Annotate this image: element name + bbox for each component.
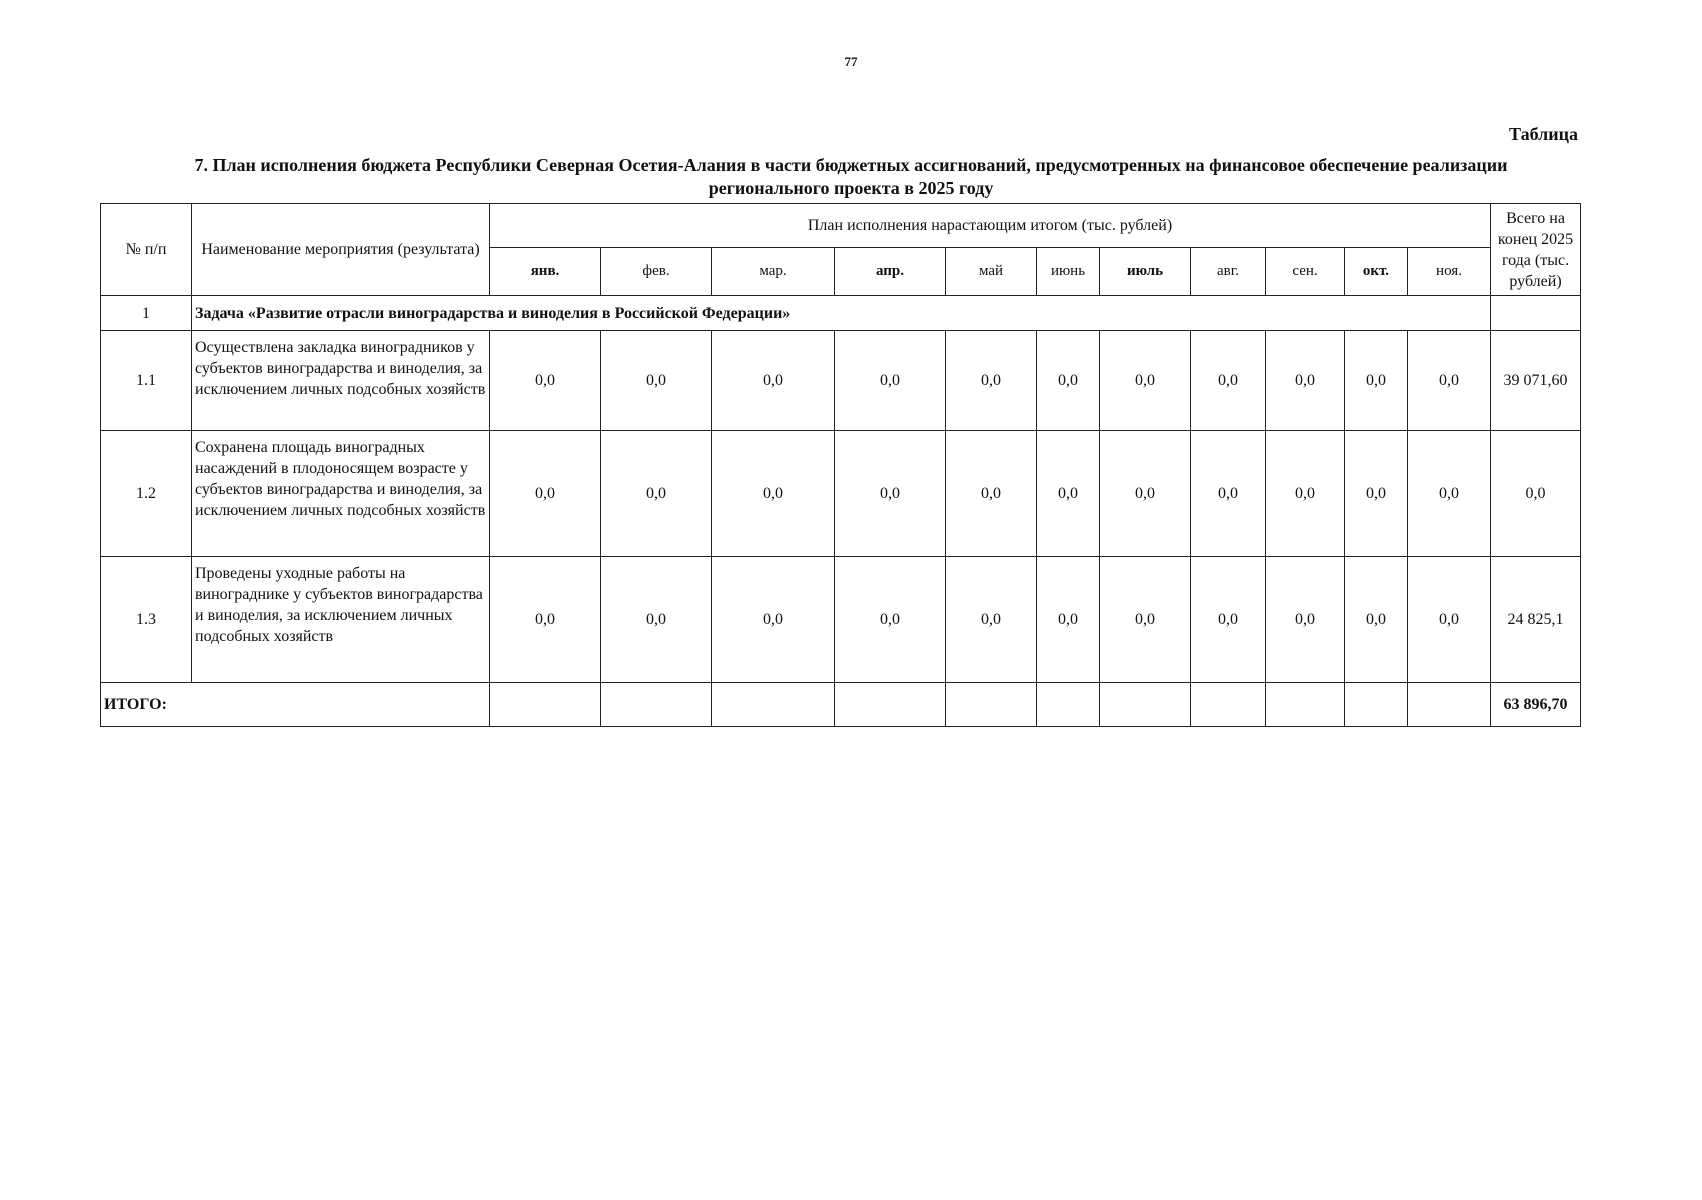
document-title	[118, 154, 1584, 200]
month-value: 0,0	[712, 557, 835, 683]
month-header: янв.	[490, 248, 601, 296]
empty-cell	[1100, 683, 1191, 727]
month-value: 0,0	[490, 431, 601, 557]
table-row	[101, 331, 1581, 431]
row-number: 1.1	[101, 331, 192, 431]
document-title-line-2: регионального проекта в 2025 году	[708, 178, 994, 198]
month-value: 0,0	[1266, 557, 1345, 683]
month-value: 0,0	[712, 431, 835, 557]
header-year-total: Всего на конец 2025 года (тыс. рублей)	[1491, 204, 1581, 296]
empty-cell	[490, 683, 601, 727]
empty-cell	[712, 683, 835, 727]
month-value: 0,0	[1100, 557, 1191, 683]
month-value: 0,0	[601, 331, 712, 431]
month-value: 0,0	[1345, 557, 1408, 683]
month-header: июль	[1100, 248, 1191, 296]
activity-name: Проведены уходные работы на винограднике у субъектов виноградарства и виноделия, за исключением личных подсобных хозяйств	[192, 557, 490, 683]
row-total: 39 071,60	[1491, 331, 1581, 431]
month-value: 0,0	[1100, 331, 1191, 431]
month-value: 0,0	[1037, 431, 1100, 557]
month-header: мар.	[712, 248, 835, 296]
activity-name: Осуществлена закладка виноградников у субъектов виноградарства и виноделия, за исключением личных подсобных хозяйств	[192, 331, 490, 431]
table-caption: Таблица	[1509, 124, 1578, 144]
activity-name: Сохранена площадь виноградных насаждений в плодоносящем возрасте у субъектов виноградарства и виноделия, за исключением личных подсобных хозяйств	[192, 431, 490, 557]
row-number: 1.2	[101, 431, 192, 557]
empty-cell	[1191, 683, 1266, 727]
month-value: 0,0	[490, 331, 601, 431]
header-plan: План исполнения нарастающим итогом (тыс. рублей)	[490, 204, 1491, 248]
month-value: 0,0	[601, 557, 712, 683]
month-value: 0,0	[1408, 431, 1491, 557]
table-row	[101, 431, 1581, 557]
task-row	[101, 296, 1581, 331]
month-value: 0,0	[1266, 331, 1345, 431]
month-value: 0,0	[1408, 331, 1491, 431]
month-header: окт.	[1345, 248, 1408, 296]
header-number: № п/п	[101, 204, 192, 296]
month-value: 0,0	[712, 331, 835, 431]
month-value: 0,0	[946, 557, 1037, 683]
header-activity-name: Наименование мероприятия (результата)	[192, 204, 490, 296]
month-header: ноя.	[1408, 248, 1491, 296]
header-row	[101, 204, 1581, 248]
row-total: 24 825,1	[1491, 557, 1581, 683]
month-value: 0,0	[1345, 431, 1408, 557]
empty-cell	[1345, 683, 1408, 727]
empty-cell	[601, 683, 712, 727]
month-header: сен.	[1266, 248, 1345, 296]
month-value: 0,0	[601, 431, 712, 557]
empty-cell	[1037, 683, 1100, 727]
table-row	[101, 557, 1581, 683]
row-number: 1.3	[101, 557, 192, 683]
empty-cell	[1266, 683, 1345, 727]
task-number: 1	[101, 296, 192, 331]
month-value: 0,0	[1345, 331, 1408, 431]
month-header: июнь	[1037, 248, 1100, 296]
month-header: авг.	[1191, 248, 1266, 296]
budget-plan-table	[100, 203, 1581, 727]
month-value: 0,0	[1037, 557, 1100, 683]
month-value: 0,0	[835, 557, 946, 683]
month-value: 0,0	[946, 331, 1037, 431]
empty-cell	[946, 683, 1037, 727]
month-header: апр.	[835, 248, 946, 296]
month-value: 0,0	[1100, 431, 1191, 557]
month-value: 0,0	[1266, 431, 1345, 557]
month-value: 0,0	[1191, 557, 1266, 683]
month-header: фев.	[601, 248, 712, 296]
month-value: 0,0	[490, 557, 601, 683]
task-total-cell	[1491, 296, 1581, 331]
month-value: 0,0	[1408, 557, 1491, 683]
month-header: май	[946, 248, 1037, 296]
document-title-line-1: 7. План исполнения бюджета Республики Северная Осетия-Алания в части бюджетных ассигнований, предусмотренных на финансовое обеспечение реализации	[194, 155, 1508, 175]
empty-cell	[1408, 683, 1491, 727]
row-total: 0,0	[1491, 431, 1581, 557]
month-value: 0,0	[835, 431, 946, 557]
month-value: 0,0	[1191, 431, 1266, 557]
grand-total-row	[101, 683, 1581, 727]
month-value: 0,0	[1191, 331, 1266, 431]
grand-total-value: 63 896,70	[1491, 683, 1581, 727]
month-value: 0,0	[946, 431, 1037, 557]
grand-total-label: ИТОГО:	[101, 683, 490, 727]
empty-cell	[835, 683, 946, 727]
page-number: 77	[844, 54, 858, 69]
month-value: 0,0	[1037, 331, 1100, 431]
month-value: 0,0	[835, 331, 946, 431]
task-title: Задача «Развитие отрасли виноградарства и виноделия в Российской Федерации»	[192, 296, 1491, 331]
